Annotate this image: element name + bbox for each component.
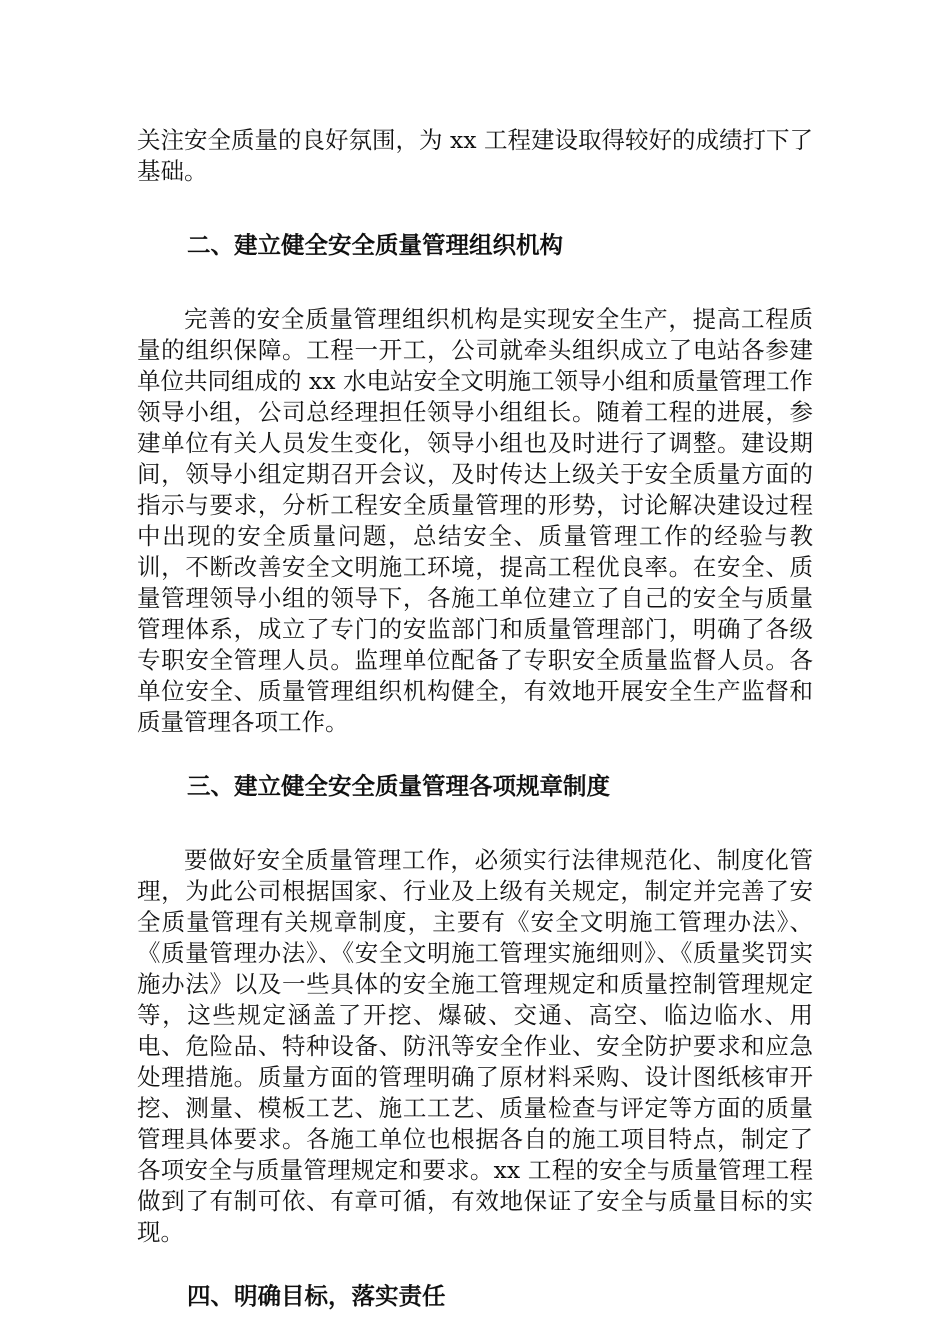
section-heading-4: 四、明确目标，落实责任 bbox=[187, 1282, 446, 1310]
spacer bbox=[137, 802, 813, 845]
paragraph-regulations: 要做好安全质量管理工作，必须实行法律规范化、制度化管理，为此公司根据国家、行业及上级有关规定，制定并完善了安全质量管理有关规章制度，主要有《安全文明施工管理办法》、《质量管理办法》、《安全文明施工管理实施细则》、《质量奖罚实施办法》以及一些具体的安全施工管理规定和质量控制管理规定等，这些规定涵盖了开挖、爆破、交通、高空、临边临水、用电、危险品、特种设备、防汛等安全作业、安全防护要求和应急处理措施。质量方面的管理明确了原材料采购、设计图纸核审开挖、测量、模板工艺、施工工艺、质量检查与评定等方面的质量管理具体要求。各施工单位也根据各自的施工项目特点，制定了各项安全与质量管理规定和要求。xx 工程的安全与质量管理工程做到了有制可依、有章可循，有效地保证了安全与质量目标的实现。 bbox=[137, 846, 813, 1246]
section-heading-2: 二、建立健全安全质量管理组织机构 bbox=[187, 231, 563, 259]
paragraph-continuation: 关注安全质量的良好氛围，为 xx 工程建设取得较好的成绩打下了基础。 bbox=[137, 126, 813, 185]
document-page bbox=[137, 125, 813, 1312]
spacer bbox=[137, 1248, 813, 1281]
spacer bbox=[137, 738, 813, 771]
paragraph-organization: 完善的安全质量管理组织机构是实现安全生产，提高工程质量的组织保障。工程一开工，公司就牵头组织成立了电站各参建单位共同组成的 xx 水电站安全文明施工领导小组和质量管理工作领导小组，公司总经理担任领导小组组长。随着工程的进展，参建单位有关人员发生变化，领导小组也及时进行了调整。建设期间，领导小组定期召开会议，及时传达上级关于安全质量方面的指示与要求，分析工程安全质量管理的形势，讨论解决建设过程中出现的安全质量问题，总结安全、质量管理工作的经验与教训，不断改善安全文明施工环境，提高工程优良率。在安全、质量管理领导小组的领导下，各施工单位建立了自己的安全与质量管理体系，成立了专门的安监部门和质量管理部门，明确了各级专职安全管理人员。监理单位配备了专职安全质量监督人员。各单位安全、质量管理组织机构健全，有效地开展安全生产监督和质量管理各项工作。 bbox=[137, 305, 813, 736]
spacer bbox=[137, 261, 813, 304]
section-heading-3: 三、建立健全安全质量管理各项规章制度 bbox=[187, 772, 610, 800]
spacer bbox=[137, 187, 813, 230]
